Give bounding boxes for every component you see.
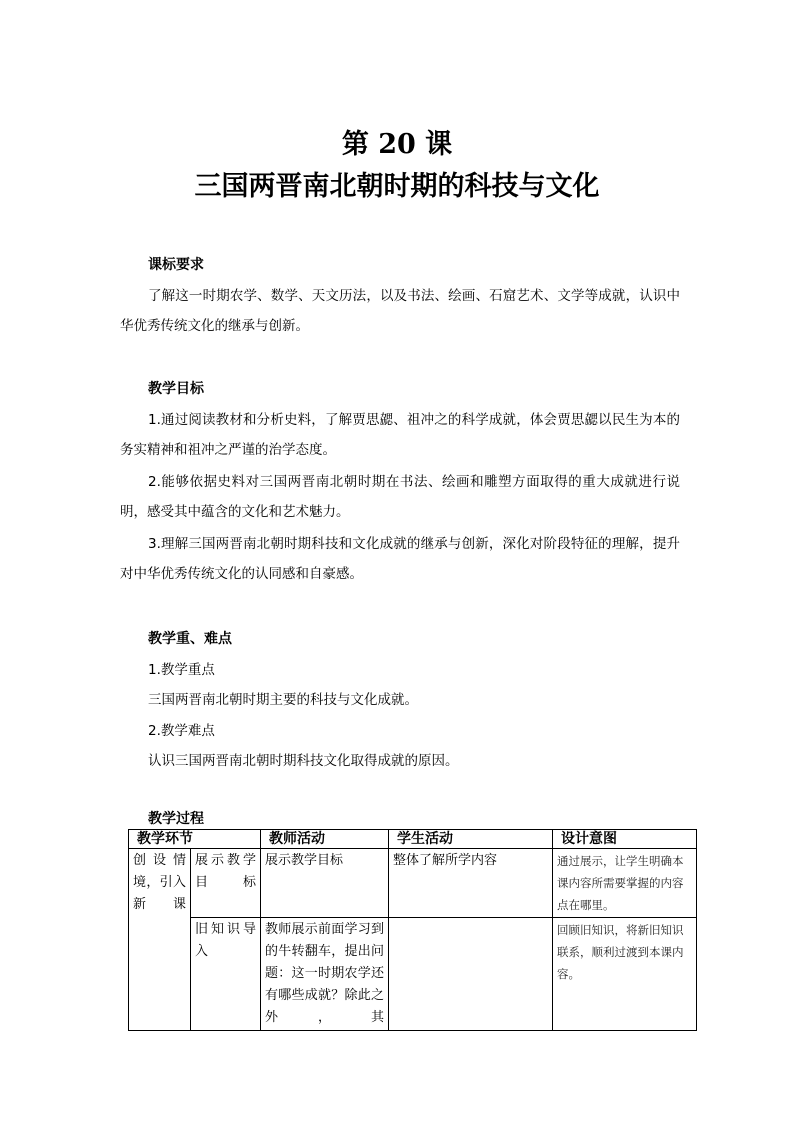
difficulty-label: 2.教学难点	[148, 723, 215, 739]
step-cell: 旧知识导入	[191, 918, 261, 1031]
process-heading: 教学过程	[148, 811, 204, 827]
standards-heading: 课标要求	[148, 257, 204, 273]
student-activity-cell: 整体了解所学内容	[389, 849, 553, 918]
column-header-design: 设计意图	[553, 830, 697, 849]
focus-label: 1.教学重点	[148, 662, 215, 678]
teacher-activity-cell: 展示教学目标	[261, 849, 389, 918]
objective-item-2: 2.能够依据史料对三国两晋南北朝时期在书法、绘画和雕塑方面取得的重大成就进行说明，感受其中蕴含的文化和艺术魅力。	[120, 474, 680, 520]
column-header-stage: 教学环节	[129, 830, 261, 849]
table-row	[129, 918, 697, 1031]
column-header-student: 学生活动	[389, 830, 553, 849]
table-row	[129, 849, 697, 918]
objective-item-1: 1.通过阅读教材和分析史料，了解贾思勰、祖冲之的科学成就，体会贾思勰以民生为本的务实精神和祖冲之严谨的治学态度。	[120, 412, 680, 458]
difficulty-text: 认识三国两晋南北朝时期科技文化取得成就的原因。	[148, 753, 459, 769]
step-cell: 展示教学目标	[191, 849, 261, 918]
table-header-row	[129, 830, 697, 849]
column-header-teacher: 教师活动	[261, 830, 389, 849]
stage-cell: 创设情境，引入新课	[129, 849, 191, 1031]
teacher-activity-cell: 教师展示前面学习到的牛转翻车，提出问题：这一时期农学还有哪些成就？除此之外，其	[261, 918, 389, 1031]
student-activity-cell	[389, 918, 553, 1031]
focus-text: 三国两晋南北朝时期主要的科技与文化成就。	[148, 692, 418, 708]
lesson-number: 第 20 课	[341, 129, 453, 160]
objectives-heading: 教学目标	[148, 381, 204, 397]
standards-text: 了解这一时期农学、数学、天文历法，以及书法、绘画、石窟艺术、文学等成就，认识中华优秀传统文化的继承与创新。	[120, 288, 680, 334]
design-intent-cell: 通过展示，让学生明确本课内容所需要掌握的内容点在哪里。	[553, 849, 697, 918]
objective-item-3: 3.理解三国两晋南北朝时期科技和文化成就的继承与创新，深化对阶段特征的理解，提升对中华优秀传统文化的认同感和自豪感。	[120, 536, 680, 582]
design-intent-cell: 回顾旧知识，将新旧知识联系，顺利过渡到本课内容。	[553, 918, 697, 1031]
lesson-title: 三国两晋南北朝时期的科技与文化	[194, 171, 600, 202]
teaching-process-table	[128, 829, 697, 1031]
keypoints-heading: 教学重、难点	[148, 631, 232, 647]
